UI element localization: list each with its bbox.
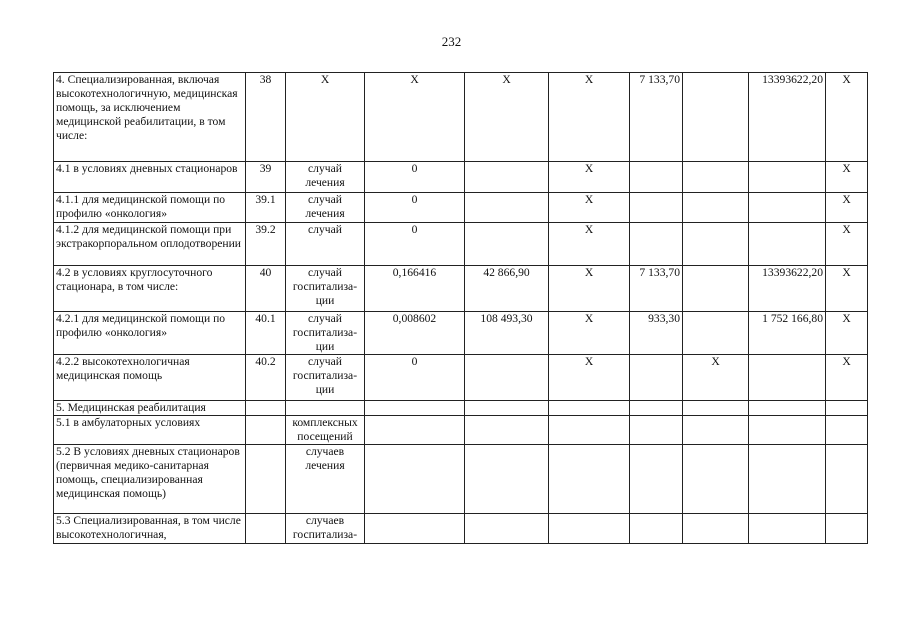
- table-cell-c9: X: [826, 73, 868, 162]
- table-cell-amount: [749, 416, 826, 445]
- table-cell-cost: [465, 401, 549, 416]
- table-row: [54, 355, 868, 401]
- table-cell-c5: X: [549, 162, 630, 193]
- table-cell-cost: 42 866,90: [465, 266, 549, 312]
- table-cell-amount: [749, 223, 826, 266]
- table-cell-row-number: 39.2: [246, 223, 286, 266]
- table-cell-amount: [749, 162, 826, 193]
- table-cell-c7: [683, 162, 749, 193]
- table-cell-c9: X: [826, 355, 868, 401]
- table-cell-amount: [749, 193, 826, 223]
- table-cell-unit: случай лечения: [286, 193, 365, 223]
- table-cell-c7: [683, 266, 749, 312]
- table-row: [54, 514, 868, 544]
- table-cell-c7: [683, 514, 749, 544]
- table-cell-c6: 7 133,70: [630, 73, 683, 162]
- table-cell-c6: 933,30: [630, 312, 683, 355]
- table-cell-norm: 0: [365, 355, 465, 401]
- table-cell-row-label: 4.2.1 для медицинской помощи по профилю «онкология»: [54, 312, 246, 355]
- table-cell-c6: [630, 193, 683, 223]
- table-cell-c5: [549, 401, 630, 416]
- table-cell-cost: [465, 162, 549, 193]
- table-cell-norm: 0: [365, 162, 465, 193]
- table-cell-c5: X: [549, 193, 630, 223]
- table-cell-c9: X: [826, 312, 868, 355]
- table-cell-row-number: [246, 445, 286, 514]
- table-cell-c5: X: [549, 223, 630, 266]
- table-cell-norm: 0,008602: [365, 312, 465, 355]
- table-cell-norm: [365, 416, 465, 445]
- table-cell-c6: [630, 162, 683, 193]
- table-cell-cost: [465, 193, 549, 223]
- table-cell-cost: X: [465, 73, 549, 162]
- table-cell-c9: [826, 514, 868, 544]
- table-cell-unit: X: [286, 73, 365, 162]
- table-cell-row-label: 4.2.2 высокотехнологичная медицинская помощь: [54, 355, 246, 401]
- table-cell-unit: комплексных посещений: [286, 416, 365, 445]
- table-cell-norm: 0: [365, 223, 465, 266]
- table-cell-row-label: 4.1.2 для медицинской помощи при экстракорпоральном оплодотворении: [54, 223, 246, 266]
- table-cell-c5: [549, 514, 630, 544]
- table-cell-c5: X: [549, 73, 630, 162]
- table-cell-norm: [365, 401, 465, 416]
- table-cell-row-label: 5.2 В условиях дневных стационаров (первичная медико-санитарная помощь, специализированная медицинская помощь): [54, 445, 246, 514]
- table-cell-unit: [286, 401, 365, 416]
- table-cell-amount: [749, 355, 826, 401]
- table-cell-unit: случай лечения: [286, 162, 365, 193]
- table-cell-cost: [465, 416, 549, 445]
- table-row: [54, 73, 868, 162]
- table-cell-row-number: [246, 514, 286, 544]
- table-cell-c9: X: [826, 223, 868, 266]
- table-cell-c5: [549, 445, 630, 514]
- table-cell-unit: случай: [286, 223, 365, 266]
- table-cell-row-label: 5. Медицинская реабилитация: [54, 401, 246, 416]
- table-cell-row-label: 4.1.1 для медицинской помощи по профилю «онкология»: [54, 193, 246, 223]
- table-cell-c6: [630, 401, 683, 416]
- table-cell-cost: [465, 514, 549, 544]
- table-cell-cost: [465, 445, 549, 514]
- table-cell-c5: X: [549, 355, 630, 401]
- table-cell-c7: [683, 401, 749, 416]
- table-cell-amount: 1 752 166,80: [749, 312, 826, 355]
- table-cell-row-number: 40: [246, 266, 286, 312]
- table-cell-c6: [630, 355, 683, 401]
- table-cell-unit: случаев лечения: [286, 445, 365, 514]
- table-row: [54, 162, 868, 193]
- table-cell-unit: случай госпитализа-ции: [286, 355, 365, 401]
- table-row: [54, 401, 868, 416]
- table-cell-row-label: 4. Специализированная, включая высокотехнологичную, медицинская помощь, за исключением медицинской реабилитации, в том числе:: [54, 73, 246, 162]
- table-cell-row-number: 38: [246, 73, 286, 162]
- table-cell-row-label: 4.2 в условиях круглосуточного стационара, в том числе:: [54, 266, 246, 312]
- table-cell-cost: [465, 355, 549, 401]
- table-cell-c9: X: [826, 266, 868, 312]
- table-cell-row-label: 4.1 в условиях дневных стационаров: [54, 162, 246, 193]
- table-cell-c9: [826, 445, 868, 514]
- table-cell-norm: 0,166416: [365, 266, 465, 312]
- table-cell-norm: 0: [365, 193, 465, 223]
- table-cell-c6: [630, 223, 683, 266]
- table-cell-row-number: [246, 416, 286, 445]
- table-cell-row-number: 40.2: [246, 355, 286, 401]
- table-cell-row-number: 40.1: [246, 312, 286, 355]
- table-cell-row-label: 5.3 Специализированная, в том числе высокотехнологичная,: [54, 514, 246, 544]
- table-row: [54, 223, 868, 266]
- table-cell-c7: [683, 312, 749, 355]
- table-cell-cost: [465, 223, 549, 266]
- table-cell-c9: [826, 401, 868, 416]
- table-cell-c7: [683, 445, 749, 514]
- table-cell-c5: [549, 416, 630, 445]
- table-cell-norm: [365, 514, 465, 544]
- table-cell-row-label: 5.1 в амбулаторных условиях: [54, 416, 246, 445]
- table-cell-norm: X: [365, 73, 465, 162]
- table-cell-c9: [826, 416, 868, 445]
- table-cell-unit: случай госпитализа-ции: [286, 266, 365, 312]
- table-cell-norm: [365, 445, 465, 514]
- table-row: [54, 416, 868, 445]
- data-table: [53, 72, 868, 544]
- table-cell-unit: случай госпитализа-ции: [286, 312, 365, 355]
- table-cell-amount: [749, 401, 826, 416]
- table-cell-c6: [630, 514, 683, 544]
- table-cell-amount: [749, 445, 826, 514]
- table-cell-c6: [630, 416, 683, 445]
- table-cell-c9: X: [826, 193, 868, 223]
- table-cell-amount: [749, 514, 826, 544]
- table-cell-c9: X: [826, 162, 868, 193]
- page-number: 232: [441, 34, 462, 49]
- table-cell-c7: [683, 223, 749, 266]
- table-cell-c7: X: [683, 355, 749, 401]
- table-cell-row-number: 39: [246, 162, 286, 193]
- table-cell-amount: 13393622,20: [749, 73, 826, 162]
- table-cell-c6: [630, 445, 683, 514]
- table-cell-row-number: [246, 401, 286, 416]
- table-cell-cost: 108 493,30: [465, 312, 549, 355]
- table-row: [54, 266, 868, 312]
- table-row: [54, 445, 868, 514]
- table-cell-c5: X: [549, 312, 630, 355]
- table-cell-row-number: 39.1: [246, 193, 286, 223]
- table-cell-c5: X: [549, 266, 630, 312]
- table-cell-c6: 7 133,70: [630, 266, 683, 312]
- table-cell-c7: [683, 73, 749, 162]
- table-row: [54, 312, 868, 355]
- table-cell-c7: [683, 193, 749, 223]
- table-cell-c7: [683, 416, 749, 445]
- table-cell-unit: случаев госпитализа-: [286, 514, 365, 544]
- table-cell-amount: 13393622,20: [749, 266, 826, 312]
- table-row: [54, 193, 868, 223]
